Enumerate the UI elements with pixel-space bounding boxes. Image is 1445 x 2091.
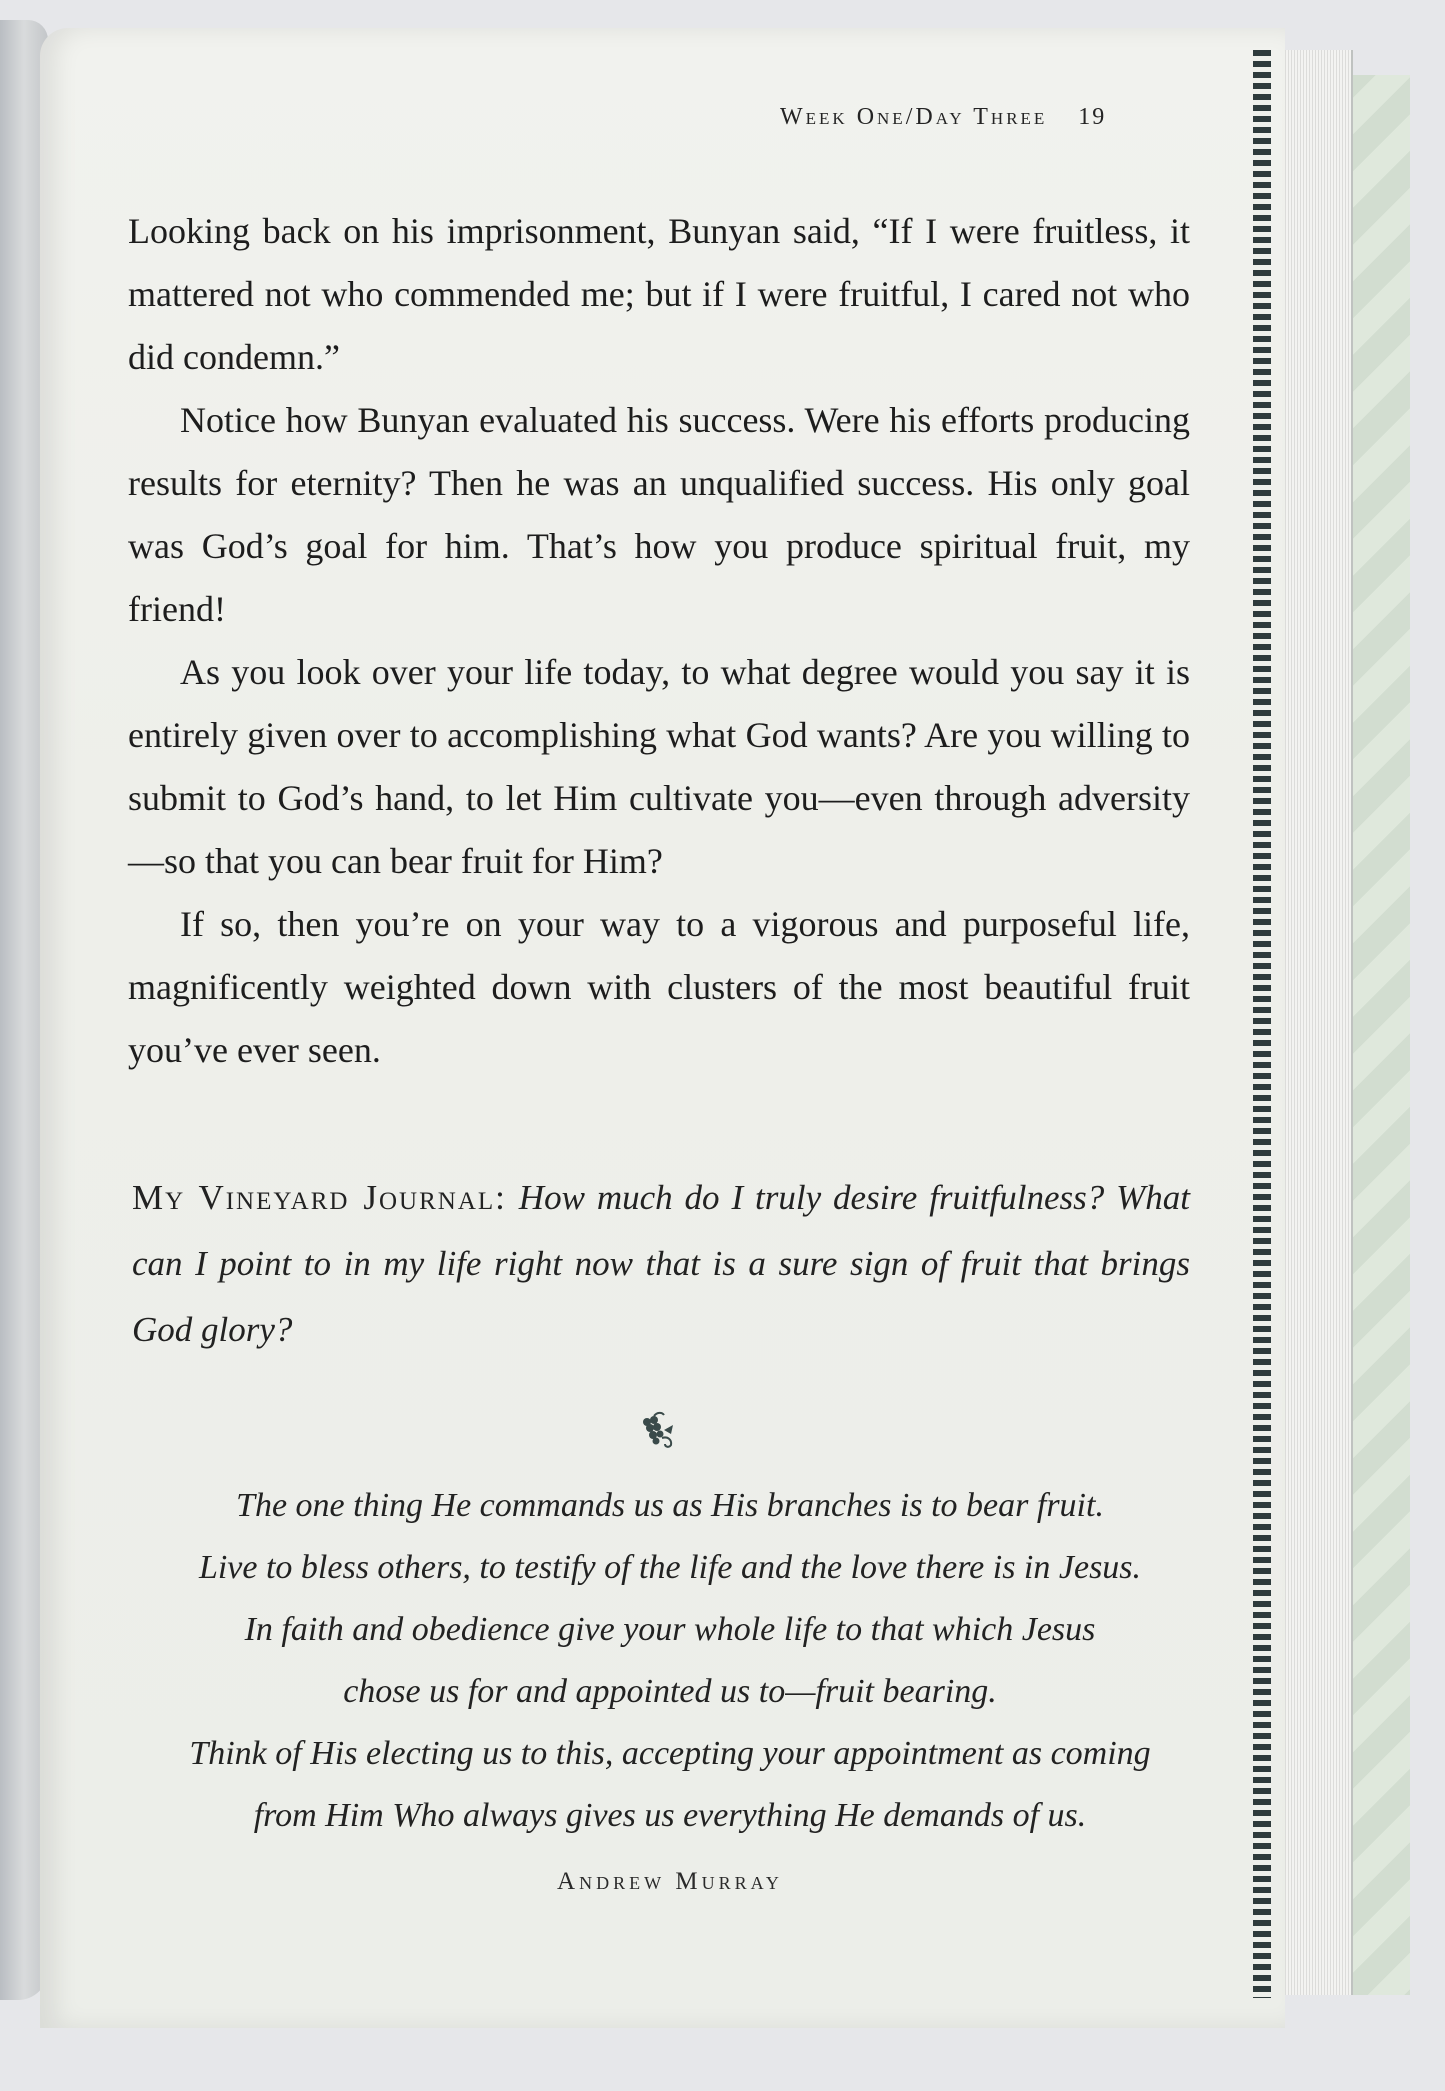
page-number: 19 [1078,104,1107,130]
quote-line: The one thing He commands us as His branches is to bear fruit. [236,1487,1104,1524]
closing-quote [150,1475,1190,1847]
body-text [128,200,1190,1082]
quote-line: from Him Who always gives us everything He demands of us. [253,1797,1087,1834]
quote-line: In faith and obedience give your whole life to that which Jesus [244,1611,1096,1648]
paragraph: If so, then you’re on your way to a vigorous and purposeful life, magnificently weighted down with clusters of the most beautiful fruit you’ve ever seen. [128,904,1190,1070]
quote-line: Think of His electing us to this, accepting your appointment as coming [189,1735,1151,1772]
grape-cluster-fleuron-icon [635,1410,679,1454]
diamond-border-ornament [1253,50,1271,1998]
journal-label: My Vineyard Journal: [132,1178,507,1217]
vineyard-journal [132,1165,1190,1363]
quote-attribution: Andrew Murray [557,1868,783,1895]
paragraph: Notice how Bunyan evaluated his success. Were his efforts producing results for eternity? Then he was an unqualified success. His only goal was God’s goal for him. That’s how you produce spiritual fruit, my friend! [128,400,1190,629]
running-head-title: Week One/Day Three [780,104,1048,130]
quote-line: chose us for and appointed us to—fruit bearing. [343,1673,997,1710]
journal-question: How much do I truly desire fruitfulness? What can I point to in my life right now that is a sure sign of fruit that brings God glory? [132,1178,1191,1349]
paragraph: As you look over your life today, to what degree would you say it is entirely given over to accomplishing what God wants? Are you willing to submit to God’s hand, to let Him cultivate you—even through adversity—so that you can bear fruit for Him? [128,652,1190,881]
running-head [780,104,1106,131]
quote-line: Live to bless others, to testify of the life and the love there is in Jesus. [198,1549,1142,1586]
paragraph: Looking back on his imprisonment, Bunyan said, “If I were fruitless, it mattered not who commended me; but if I were fruitful, I cared not who did condemn.” [128,211,1190,377]
